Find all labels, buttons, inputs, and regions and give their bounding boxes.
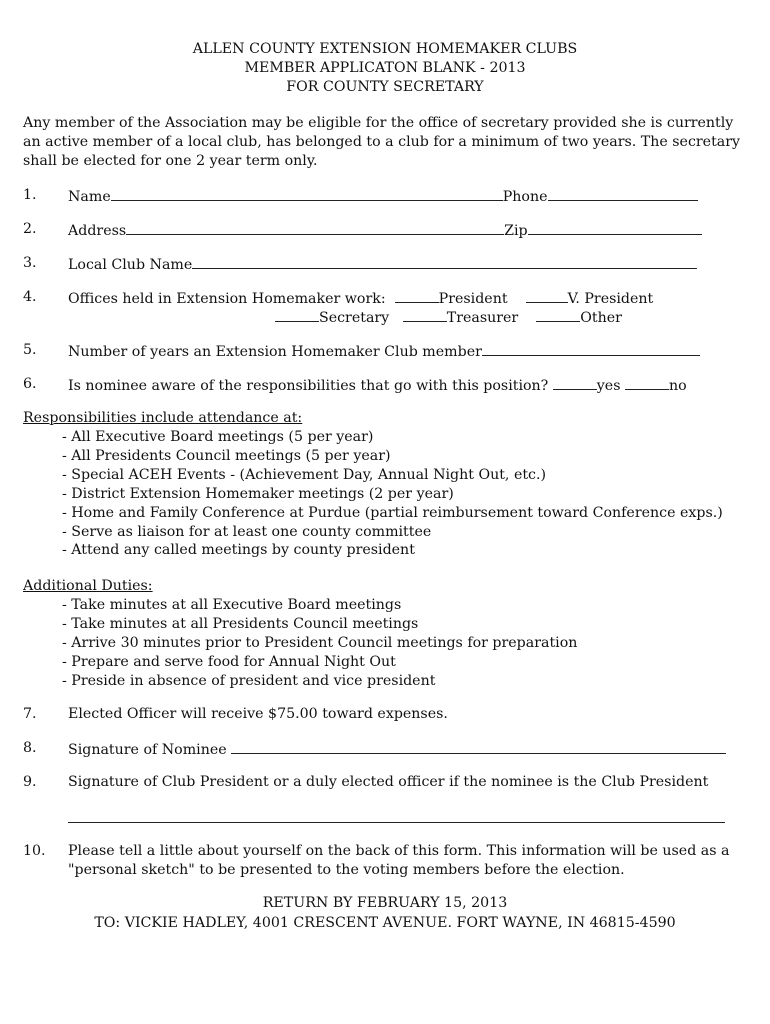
list-item: - Arrive 30 minutes prior to President Council meetings for preparation xyxy=(62,634,578,651)
item-number: 3. xyxy=(23,255,37,271)
item-number: 7. xyxy=(23,706,37,722)
list-item: - Serve as liaison for at least one county committee xyxy=(62,523,432,540)
secretary-blank[interactable] xyxy=(275,307,319,322)
zip-label: Zip xyxy=(504,223,528,239)
responsibilities-list xyxy=(62,428,723,560)
president-blank[interactable] xyxy=(395,288,439,303)
item-number: 9. xyxy=(23,774,37,790)
return-address: TO: VICKIE HADLEY, 4001 CRESCENT AVENUE. FORT WAYNE, IN 46815-4590 xyxy=(94,915,676,931)
nominee-signature-field[interactable] xyxy=(231,739,726,754)
other-blank[interactable] xyxy=(536,307,580,322)
item-number: 10. xyxy=(23,843,46,859)
secretary-option: Secretary xyxy=(319,310,390,326)
yes-blank[interactable] xyxy=(553,375,597,390)
responsibilities-heading: Responsibilities include attendance at: xyxy=(23,410,303,426)
duties-list xyxy=(62,596,577,691)
list-item: - Take minutes at all Executive Board meetings xyxy=(62,597,402,613)
years-field[interactable] xyxy=(482,341,700,356)
header-line-1: ALLEN COUNTY EXTENSION HOMEMAKER CLUBS xyxy=(192,41,578,57)
president-option: President xyxy=(438,291,508,307)
duties-heading: Additional Duties: xyxy=(23,578,153,594)
list-item: - All Presidents Council meetings (5 per year) xyxy=(62,447,391,464)
header-line-2: MEMBER APPLICATON BLANK - 2013 xyxy=(244,60,526,76)
return-deadline: RETURN BY FEBRUARY 15, 2013 xyxy=(262,895,508,911)
list-item: - Attend any called meetings by county president xyxy=(62,542,415,559)
president-signature-label: Signature of Club President or a duly elected officer if the nominee is the Club President xyxy=(68,774,709,790)
years-label: Number of years an Extension Homemaker Club member xyxy=(68,344,482,360)
phone-field[interactable] xyxy=(548,186,698,201)
other-option: Other xyxy=(580,310,622,326)
treasurer-blank[interactable] xyxy=(403,307,447,322)
intro-paragraph: Any member of the Association may be eligible for the office of secretary provided she is currently an active member of a local club, has belonged to a club for a minimum of two years. The secretary shall be elected for one 2 year term only. xyxy=(23,115,741,169)
yes-option: yes xyxy=(596,378,621,394)
address-field[interactable] xyxy=(126,220,504,235)
list-item: - Special ACEH Events - (Achievement Day, Annual Night Out, etc.) xyxy=(62,466,547,483)
list-item: - Home and Family Conference at Purdue (partial reimbursement toward Conference exps.) xyxy=(62,504,723,521)
form-header xyxy=(0,40,770,97)
vpresident-blank[interactable] xyxy=(526,288,568,303)
sketch-line-2: "personal sketch" to be presented to the voting members before the election. xyxy=(68,862,625,878)
club-label: Local Club Name xyxy=(68,257,193,273)
signature-label: Signature of Nominee xyxy=(68,742,227,758)
no-option: no xyxy=(669,378,687,394)
item-number: 1. xyxy=(23,187,37,203)
phone-label: Phone xyxy=(502,189,548,205)
item-number: 2. xyxy=(23,221,37,237)
offices-second-line xyxy=(275,307,622,328)
list-item: - Preside in absence of president and vice president xyxy=(62,672,436,689)
item-number: 6. xyxy=(23,376,37,392)
treasurer-option: Treasurer xyxy=(446,310,519,326)
vpresident-option: V. President xyxy=(567,291,654,307)
list-item: - Prepare and serve food for Annual Night Out xyxy=(62,653,396,670)
list-item: - All Executive Board meetings (5 per year) xyxy=(62,429,374,445)
expenses-text: Elected Officer will receive $75.00 toward expenses. xyxy=(68,706,448,722)
header-line-3: FOR COUNTY SECRETARY xyxy=(286,79,484,95)
sketch-line-1: Please tell a little about yourself on the back of this form. This information will be used as a xyxy=(68,843,730,859)
item-number: 4. xyxy=(23,289,37,305)
zip-field[interactable] xyxy=(528,220,702,235)
address-label: Address xyxy=(68,223,127,239)
offices-label: Offices held in Extension Homemaker work: xyxy=(68,291,386,307)
club-name-field[interactable] xyxy=(192,254,697,269)
president-signature-field[interactable] xyxy=(68,822,725,823)
return-instructions xyxy=(0,893,770,933)
no-blank[interactable] xyxy=(625,375,669,390)
name-label: Name xyxy=(68,189,111,205)
list-item: - District Extension Homemaker meetings (2 per year) xyxy=(62,485,454,502)
item-number: 8. xyxy=(23,740,37,756)
name-field[interactable] xyxy=(111,186,503,201)
item-number: 5. xyxy=(23,342,37,358)
list-item: - Take minutes at all Presidents Council meetings xyxy=(62,615,419,632)
aware-label: Is nominee aware of the responsibilities that go with this position? xyxy=(68,378,549,394)
